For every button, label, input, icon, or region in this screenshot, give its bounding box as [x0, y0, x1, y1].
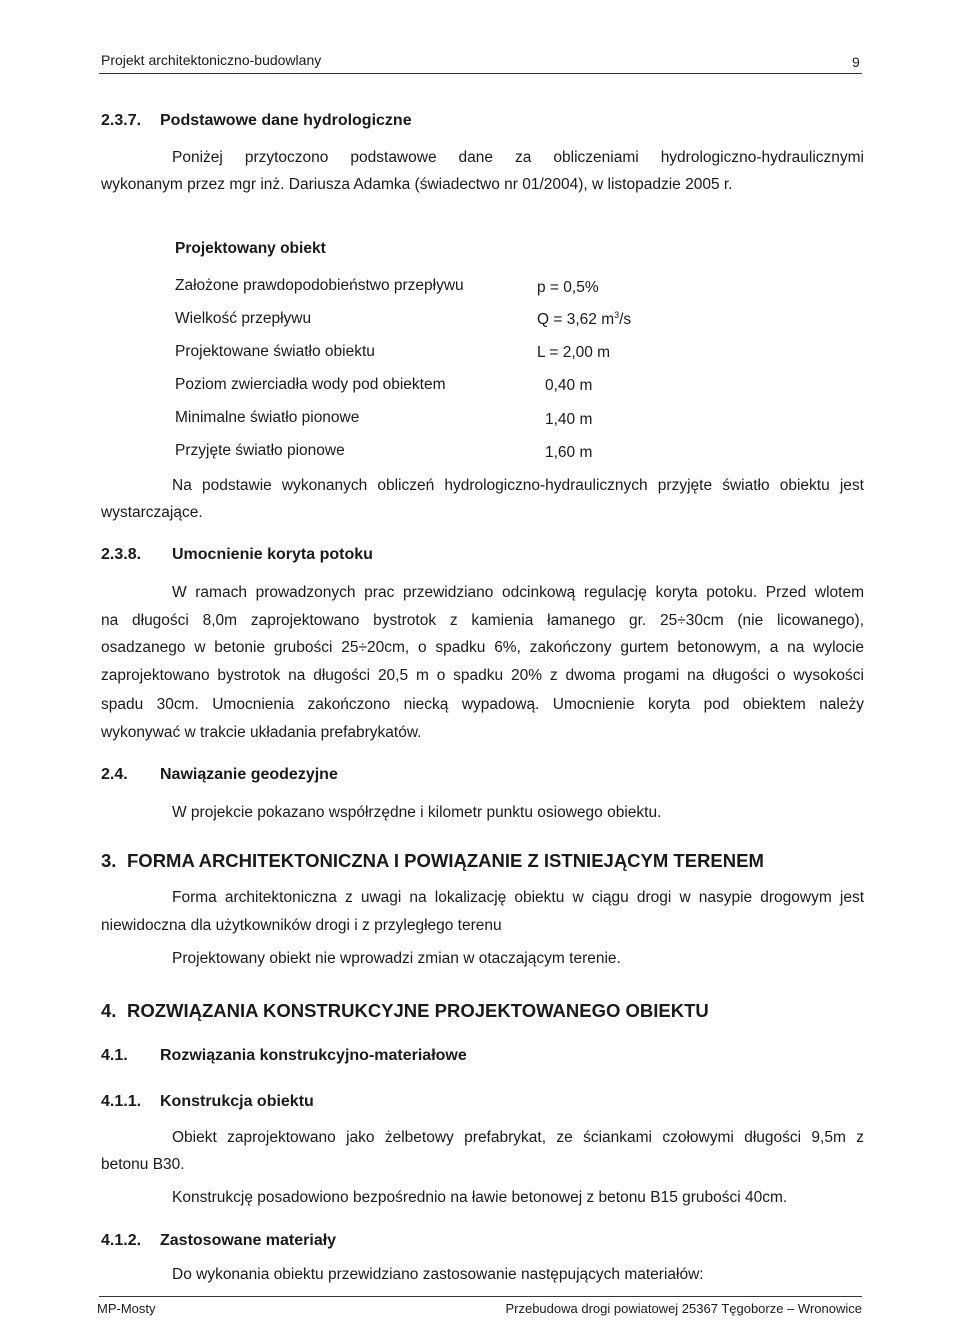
section-number-4-1-1: 4.1.1. [101, 1093, 142, 1110]
section-title-4-1-1: Konstrukcja obiektu [160, 1093, 314, 1110]
table-row-value: Q = 3,62 $m^3/s$ [537, 309, 632, 328]
paragraph-line: Do wykonania obiektu przewidziano zastosowanie następujących materiałów: [172, 1266, 704, 1283]
page-number: 9 [852, 54, 860, 70]
paragraph-line: W ramach prowadzonych prac przewidziano odcinkową regulację koryta potoku. Przed wlotem [172, 584, 864, 601]
paragraph-line: Na podstawie wykonanych obliczeń hydrologiczno-hydraulicznych przyjęte światło obiektu jest [172, 477, 864, 494]
table-row-label: Założone prawdopodobieństwo przepływu [175, 277, 464, 294]
paragraph-line: Obiekt zaprojektowano jako żelbetowy prefabrykat, ze ściankami czołowymi długości 9,5m z [172, 1129, 864, 1146]
table-heading: Projektowany obiekt [175, 240, 326, 257]
section-title-4-1-2: Zastosowane materiały [160, 1232, 337, 1249]
section-title-4-1: Rozwiązania konstrukcyjno-materiałowe [160, 1047, 467, 1064]
paragraph-line: wystarczające. [101, 504, 203, 521]
header-rule [99, 73, 862, 74]
paragraph-line: wykonywać w trakcie układania prefabrykatów. [101, 724, 422, 741]
section-number-3: 3. [101, 850, 117, 871]
footer-right: Przebudowa drogi powiatowej 25367 Tęgoborze – Wronowice [505, 1301, 862, 1316]
section-number-2-4: 2.4. [101, 766, 128, 783]
table-row-label: Minimalne światło pionowe [175, 409, 360, 426]
table-row-label: Wielkość przepływu [175, 310, 312, 327]
table-row-label: Przyjęte światło pionowe [175, 442, 345, 459]
paragraph-line: spadu 30cm. Umocnienia zakończono niecką wypadową. Umocnienie koryta pod obiektem należy [101, 696, 864, 713]
table-row-label: Poziom zwierciadła wody pod obiektem [175, 376, 446, 393]
paragraph-line: W projekcie pokazano współrzędne i kilometr punktu osiowego obiektu. [172, 804, 662, 821]
section-title-2-4: Nawiązanie geodezyjne [160, 766, 338, 783]
table-row-value: 1,60 m [545, 444, 593, 461]
section-title-2-3-8: Umocnienie koryta potoku [172, 546, 373, 563]
paragraph-line: osadzanego w betonie grubości 25÷20cm, o spadku 6%, zakończony gurtem betonowym, a na wylocie [101, 639, 864, 656]
table-row-value: 1,40 m [545, 411, 593, 428]
section-number-2-3-8: 2.3.8. [101, 546, 142, 563]
paragraph-line: Forma architektoniczna z uwagi na lokalizację obiektu w ciągu drogi w nasypie drogowym jest [172, 889, 864, 906]
paragraph-line: Poniżej przytoczono podstawowe dane za obliczeniami hydrologiczno-hydraulicznymi [172, 149, 864, 166]
section-number-4-1: 4.1. [101, 1047, 128, 1064]
paragraph-line: Projektowany obiekt nie wprowadzi zmian w otaczającym terenie. [172, 950, 621, 967]
section-number-2-3-7: 2.3.7. [101, 112, 142, 129]
paragraph-line: na długości 8,0m zaprojektowano bystrotok z kamienia łamanego gr. 25÷30cm (nie licowanego), [101, 612, 864, 629]
paragraph-line: niewidoczna dla użytkowników drogi i z przyległego terenu [101, 917, 502, 934]
paragraph-line: zaprojektowano bystrotok na długości 20,5 m o spadku 20% z dwoma progami na długości o wysokości [101, 667, 864, 684]
table-row-value: p = 0,5% [537, 279, 599, 296]
section-number-4: 4. [101, 1000, 117, 1021]
paragraph-line: Konstrukcję posadowiono bezpośrednio na ławie betonowej z betonu B15 grubości 40cm. [172, 1189, 788, 1206]
section-title-3: FORMA ARCHITEKTONICZNA I POWIĄZANIE Z ISTNIEJĄCYM TERENEM [127, 850, 764, 871]
paragraph-line: betonu B30. [101, 1156, 185, 1173]
table-row-value: L = 2,00 m [537, 344, 611, 361]
section-title-4: ROZWIĄZANIA KONSTRUKCYJNE PROJEKTOWANEGO OBIEKTU [127, 1000, 709, 1021]
table-row-label: Projektowane światło obiektu [175, 343, 375, 360]
section-title-2-3-7: Podstawowe dane hydrologiczne [160, 112, 412, 129]
footer-rule [99, 1296, 862, 1297]
header-title: Projekt architektoniczno-budowlany [101, 52, 322, 68]
footer-left: MP-Mosty [97, 1301, 156, 1316]
section-number-4-1-2: 4.1.2. [101, 1232, 142, 1249]
table-row-value: 0,40 m [545, 377, 593, 394]
paragraph-line: wykonanym przez mgr inż. Dariusza Adamka (świadectwo nr 01/2004), w listopadzie 2005 r. [101, 176, 733, 193]
